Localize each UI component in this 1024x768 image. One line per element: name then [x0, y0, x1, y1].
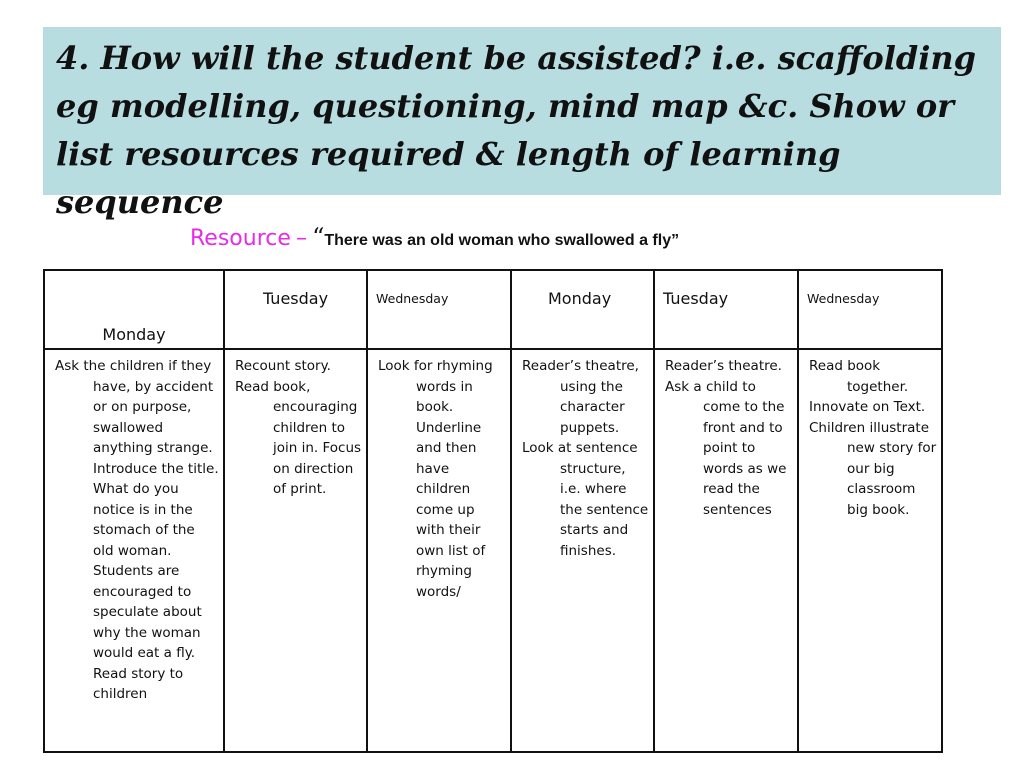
- table-row: [44, 349, 942, 752]
- page-title: 4. How will the student be assisted? i.e. scaffolding eg modelling, questioning, mind map &c. Show or list resources required & length of learning sequence: [56, 39, 977, 221]
- activity-entry: Reader’s theatre.: [665, 358, 782, 374]
- header-tuesday-2: Tuesday: [654, 270, 798, 349]
- header-monday-2: Monday: [511, 270, 654, 349]
- cell-tuesday-2: [654, 349, 798, 752]
- resource-line: [190, 223, 890, 251]
- header-wednesday-1: Wednesday: [367, 270, 511, 349]
- activity-entry: Read book, encouraging children to join in. Focus on direction of print.: [235, 378, 362, 497]
- resource-label: Resource: [190, 226, 291, 251]
- resource-close-quote: ”: [671, 232, 680, 249]
- header-monday-1: Monday: [44, 270, 224, 349]
- activity-entry: Reader’s theatre, using the character puppets.: [522, 358, 639, 436]
- cell-wednesday-2: [798, 349, 942, 752]
- cell-monday-2: [511, 349, 654, 752]
- header-wednesday-2: Wednesday: [798, 270, 942, 349]
- activity-entry: Look at sentence structure, i.e. where the sentence starts and finishes.: [522, 440, 649, 559]
- cell-tuesday-1: [224, 349, 367, 752]
- resource-dash: –: [295, 226, 307, 251]
- resource-open-quote: “: [312, 223, 325, 251]
- activity-entry: Ask the children if they have, by accident or on purpose, swallowed anything strange. Introduce the title. What do you notice is in the stomach of the old woman. Students are encouraged to speculate about why the woman would eat a fly. Read story to children: [55, 358, 219, 702]
- activity-entry: Look for rhyming words in book. Underline and then have children come up with their own list of rhyming words/: [378, 358, 493, 600]
- activity-entry: Recount story.: [235, 358, 331, 374]
- activity-entry: Read book together.: [809, 358, 909, 395]
- resource-title: There was an old woman who swallowed a fly: [324, 232, 672, 249]
- activity-entry: Children illustrate new story for our big classroom big book.: [809, 419, 937, 518]
- header-tuesday-1: Tuesday: [224, 270, 367, 349]
- activity-entry: Ask a child to come to the front and to point to words as we read the sentences: [665, 378, 787, 518]
- activity-entry: Innovate on Text.: [809, 399, 926, 415]
- cell-wednesday-1: [367, 349, 511, 752]
- cell-monday-1: [44, 349, 224, 752]
- lesson-plan-table: [43, 269, 943, 753]
- table-header-row: [44, 270, 942, 349]
